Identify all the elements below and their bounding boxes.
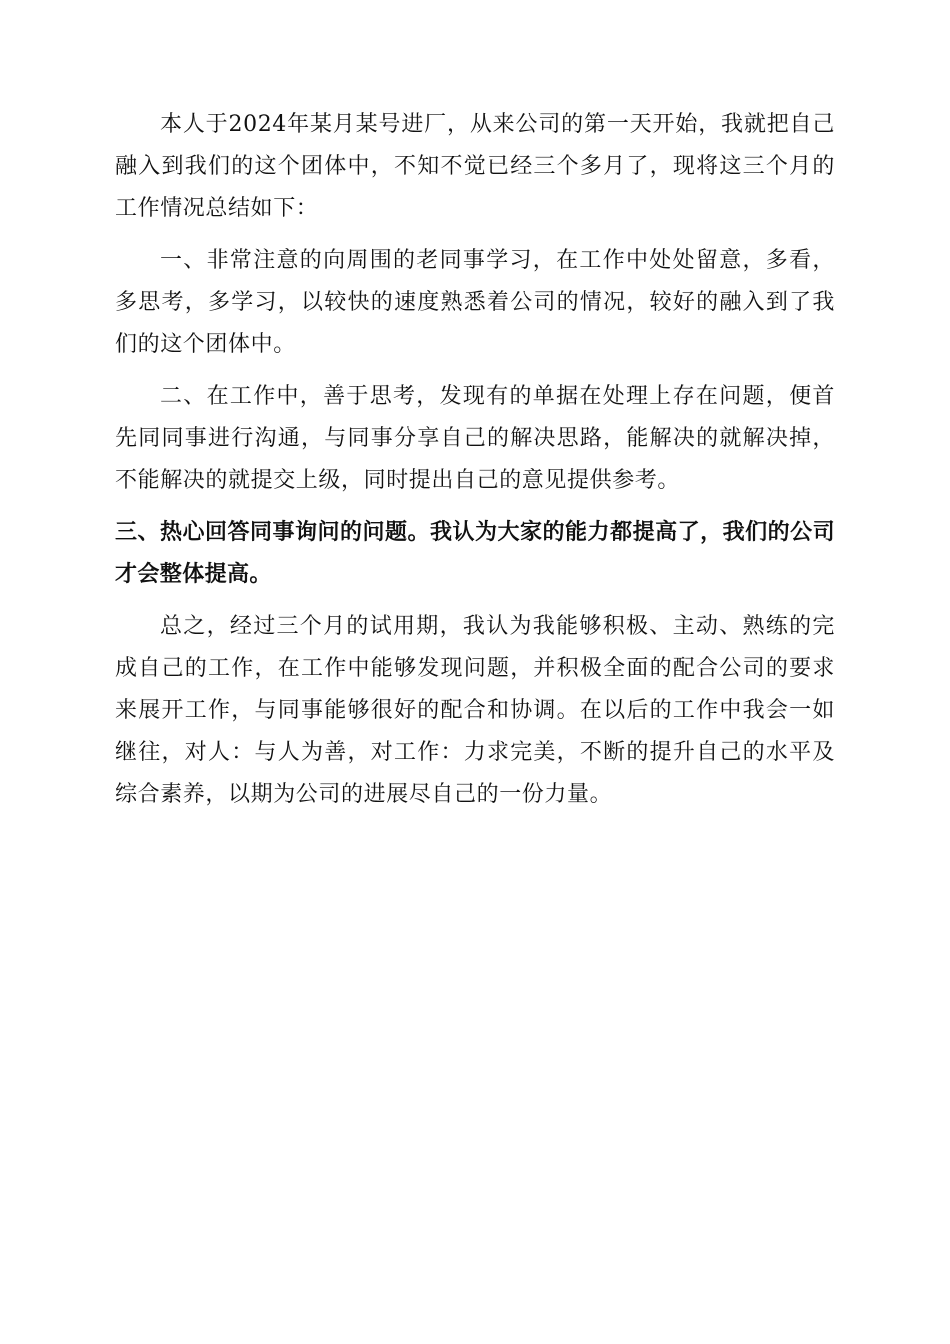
paragraph-conclusion: 总之，经过三个月的试用期，我认为我能够积极、主动、熟练的完成自己的工作，在工作中能够发现问题，并积极全面的配合公司的要求来展开工作，与同事能够很好的配合和协调。在以后的工作中我会一如继往，对人：与人为善，对工作：力求完美，不断的提升自己的水平及综合素养，以期为公司的进展尽自己的一份力量。 [115, 614, 835, 807]
paragraph-point-three: 三、热心回答同事询问的问题。我认为大家的能力都提高了，我们的公司才会整体提高。 [115, 520, 835, 587]
document-body [115, 104, 835, 826]
paragraph-point-one: 一、非常注意的向周围的老同事学习，在工作中处处留意，多看，多思考，多学习，以较快的速度熟悉着公司的情况，较好的融入到了我们的这个团体中。 [115, 248, 835, 357]
paragraph-intro: 本人于2024年某月某号进厂，从来公司的第一天开始，我就把自己融入到我们的这个团体中，不知不觉已经三个多月了，现将这三个月的工作情况总结如下： [115, 112, 835, 221]
paragraph-point-two: 二、在工作中，善于思考，发现有的单据在处理上存在问题，便首先同同事进行沟通，与同事分享自己的解决思路，能解决的就解决掉，不能解决的就提交上级，同时提出自己的意见提供参考。 [115, 384, 835, 493]
